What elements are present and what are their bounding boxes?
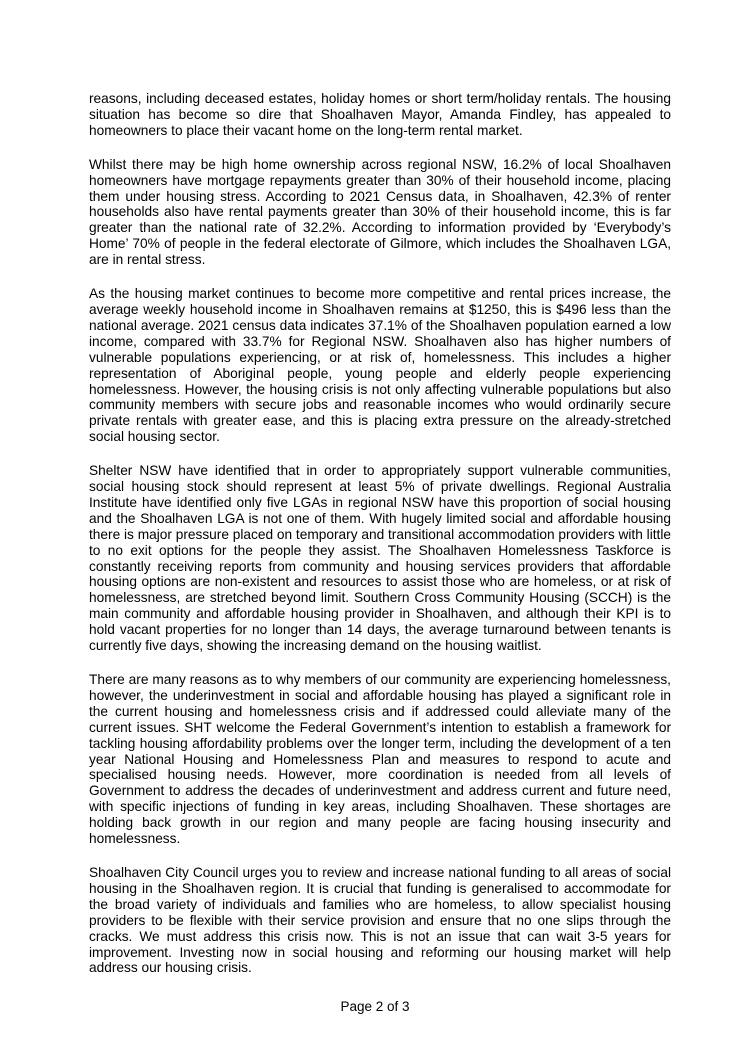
paragraph-household-income: As the housing market continues to become more competitive and rental prices increase, the average weekly household income in Shoalhaven remains at $1250, this is $496 less than the national average. 2021 census data indicates 37.1% of the Shoalhaven population earned a low income, compared with 33.7% for Regional NSW. Shoalhaven also has higher numbers of vulnerable populations experiencing, or at risk of, homelessness. This includes a higher representation of Aboriginal people, young people and elderly people experiencing homelessness. However, the housing crisis is not only affecting vulnerable populations but also community members with secure jobs and reasonable incomes who would ordinarily secure private rentals with greater ease, and this is placing extra pressure on the already-stretched social housing sector. bbox=[89, 286, 671, 445]
paragraph-rental-market: reasons, including deceased estates, holiday homes or short term/holiday rentals. The housing situation has become so dire that Shoalhaven Mayor, Amanda Findley, has appealed to homeowners to place their vacant home on the long-term rental market. bbox=[89, 91, 671, 138]
paragraph-underinvestment: There are many reasons as to why members of our community are experiencing homelessness, however, the underinvestment in social and affordable housing has played a significant role in the current housing and homelessness crisis and if addressed could alleviate many of the current issues. SHT welcome the Federal Government’s intention to establish a framework for tackling housing affordability problems over the longer term, including the development of a ten year National Housing and Homelessness Plan and measures to respond to acute and specialised housing needs. However, more coordination is needed from all levels of Government to address the decades of underinvestment and address current and future need, with specific injections of funding in key areas, including Shoalhaven. These shortages are holding back growth in our region and many people are facing housing insecurity and homelessness. bbox=[89, 672, 671, 847]
paragraph-council-request: Shoalhaven City Council urges you to review and increase national funding to all areas of social housing in the Shoalhaven region. It is crucial that funding is generalised to accommodate for the broad variety of individuals and families who are homeless, to allow specialist housing providers to be flexible with their service provision and ensure that no one slips through the cracks. We must address this crisis now. This is not an issue that can wait 3-5 years for improvement. Investing now in social housing and reforming our housing market will help address our housing crisis. bbox=[89, 864, 671, 976]
document-body bbox=[89, 91, 671, 994]
page-number-footer: Page 2 of 3 bbox=[340, 999, 410, 1014]
paragraph-social-housing-stock: Shelter NSW have identified that in order to appropriately support vulnerable communities, social housing stock should represent at least 5% of private dwellings. Regional Australia Institute have identified only five LGAs in regional NSW have this proportion of social housing and the Shoalhaven LGA is not one of them. With hugely limited social and affordable housing there is major pressure placed on temporary and transitional accommodation providers with little to no exit options for the people they assist. The Shoalhaven Homelessness Taskforce is constantly receiving reports from community and housing services providers that affordable housing options are non-existent and resources to assist those who are homeless, or at risk of homelessness, are stretched beyond limit. Southern Cross Community Housing (SCCH) is the main community and affordable housing provider in Shoalhaven, and although their KPI is to hold vacant properties for no longer than 14 days, the average turnaround between tenants is currently five days, showing the increasing demand on the housing waitlist. bbox=[89, 463, 671, 654]
paragraph-housing-stress: Whilst there may be high home ownership across regional NSW, 16.2% of local Shoalhaven homeowners have mortgage repayments greater than 30% of their household income, placing them under housing stress. According to 2021 Census data, in Shoalhaven, 42.3% of renter households also have rental payments greater than 30% of their household income, this is far greater than the national rate of 32.2%. According to information provided by ‘Everybody’s Home’ 70% of people in the federal electorate of Gilmore, which includes the Shoalhaven LGA, are in rental stress. bbox=[89, 156, 671, 268]
